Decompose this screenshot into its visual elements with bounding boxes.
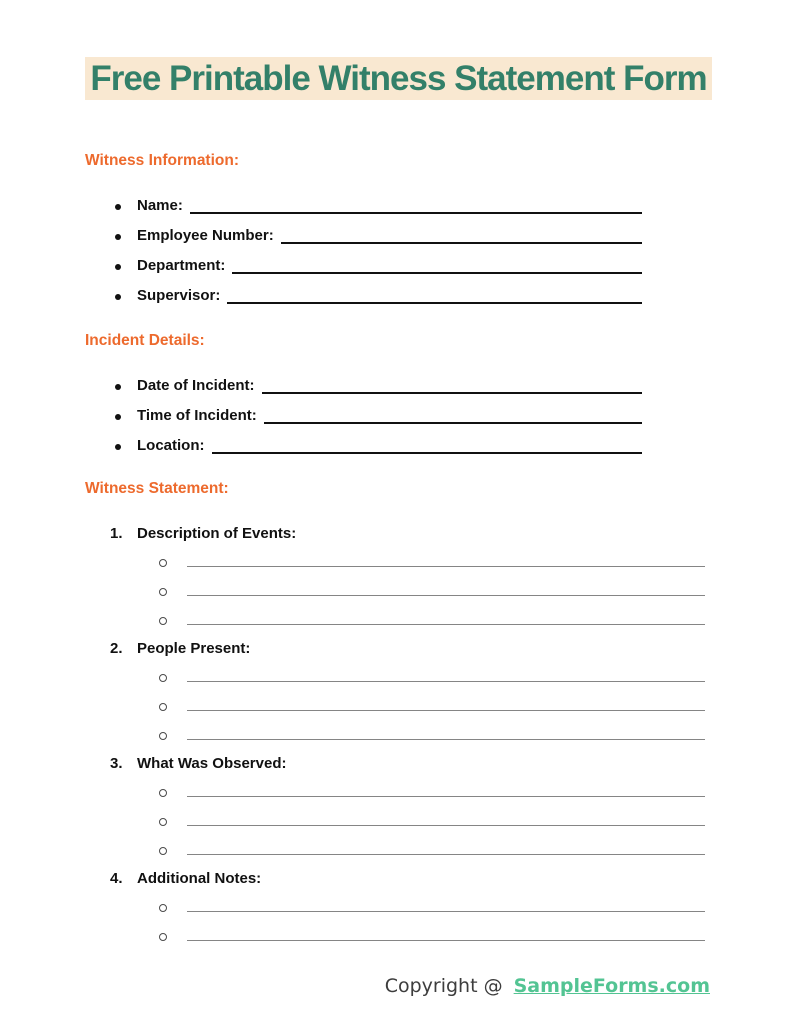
field-label-employee-number: Employee Number: (137, 227, 274, 244)
item-number: 3. (110, 755, 123, 772)
statement-item-description-of-events (85, 524, 705, 544)
bullet-icon (115, 414, 121, 420)
field-row-department (85, 256, 642, 276)
hollow-bullet-icon (159, 818, 167, 826)
statement-blank-row (85, 659, 705, 688)
item-label: What Was Observed: (137, 755, 287, 772)
statement-item-people-present (85, 639, 705, 659)
hollow-bullet-icon (159, 588, 167, 596)
write-in-line (187, 624, 705, 625)
statement-blank-row (85, 774, 705, 803)
blank-line (281, 242, 642, 244)
blank-line (232, 272, 642, 274)
hollow-bullet-icon (159, 789, 167, 797)
field-row-date-of-incident (85, 376, 642, 396)
write-in-line (187, 911, 705, 912)
footer (85, 975, 710, 997)
statement-item-what-was-observed (85, 754, 705, 774)
bullet-icon (115, 234, 121, 240)
hollow-bullet-icon (159, 703, 167, 711)
statement-blank-row (85, 918, 705, 947)
statement-blank-row (85, 688, 705, 717)
hollow-bullet-icon (159, 933, 167, 941)
field-label-location: Location: (137, 437, 205, 454)
blank-line (262, 392, 642, 394)
statement-blank-row (85, 803, 705, 832)
statement-blank-row (85, 832, 705, 861)
bullet-icon (115, 264, 121, 270)
item-number: 1. (110, 525, 123, 542)
bullet-icon (115, 294, 121, 300)
witness-statement-list (85, 524, 705, 947)
item-label: Additional Notes: (137, 870, 262, 887)
field-label-department: Department: (137, 257, 226, 274)
incident-details-fields (85, 376, 642, 456)
page-title-highlight (85, 57, 712, 100)
write-in-line (187, 595, 705, 596)
section-heading-witness-information: Witness Information: (85, 152, 240, 169)
write-in-line (187, 940, 705, 941)
field-label-name: Name: (137, 197, 183, 214)
statement-item-additional-notes (85, 869, 705, 889)
write-in-line (187, 566, 705, 567)
write-in-line (187, 825, 705, 826)
bullet-icon (115, 204, 121, 210)
bullet-icon (115, 384, 121, 390)
field-row-time-of-incident (85, 406, 642, 426)
write-in-line (187, 710, 705, 711)
section-heading-witness-statement: Witness Statement: (85, 480, 229, 497)
sampleforms-link[interactable]: SampleForms.com (513, 975, 710, 997)
hollow-bullet-icon (159, 904, 167, 912)
item-number: 4. (110, 870, 123, 887)
write-in-line (187, 796, 705, 797)
section-heading-incident-details: Incident Details: (85, 332, 205, 349)
field-row-employee-number (85, 226, 642, 246)
field-row-supervisor (85, 286, 642, 306)
blank-line (264, 422, 642, 424)
item-label: People Present: (137, 640, 251, 657)
item-number: 2. (110, 640, 123, 657)
field-label-supervisor: Supervisor: (137, 287, 221, 304)
field-row-name (85, 196, 642, 216)
item-label: Description of Events: (137, 525, 297, 542)
statement-blank-row (85, 602, 705, 631)
bullet-icon (115, 444, 121, 450)
hollow-bullet-icon (159, 732, 167, 740)
statement-blank-row (85, 889, 705, 918)
hollow-bullet-icon (159, 847, 167, 855)
blank-line (212, 452, 643, 454)
field-label-time-of-incident: Time of Incident: (137, 407, 257, 424)
statement-blank-row (85, 573, 705, 602)
field-row-location (85, 436, 642, 456)
hollow-bullet-icon (159, 559, 167, 567)
hollow-bullet-icon (159, 674, 167, 682)
blank-line (190, 212, 642, 214)
field-label-date-of-incident: Date of Incident: (137, 377, 255, 394)
statement-blank-row (85, 544, 705, 573)
write-in-line (187, 681, 705, 682)
write-in-line (187, 854, 705, 855)
page-title: Free Printable Witness Statement Form (90, 59, 707, 98)
hollow-bullet-icon (159, 617, 167, 625)
copyright-text: Copyright @ (384, 975, 503, 997)
blank-line (227, 302, 642, 304)
statement-blank-row (85, 717, 705, 746)
witness-information-fields (85, 196, 642, 306)
write-in-line (187, 739, 705, 740)
